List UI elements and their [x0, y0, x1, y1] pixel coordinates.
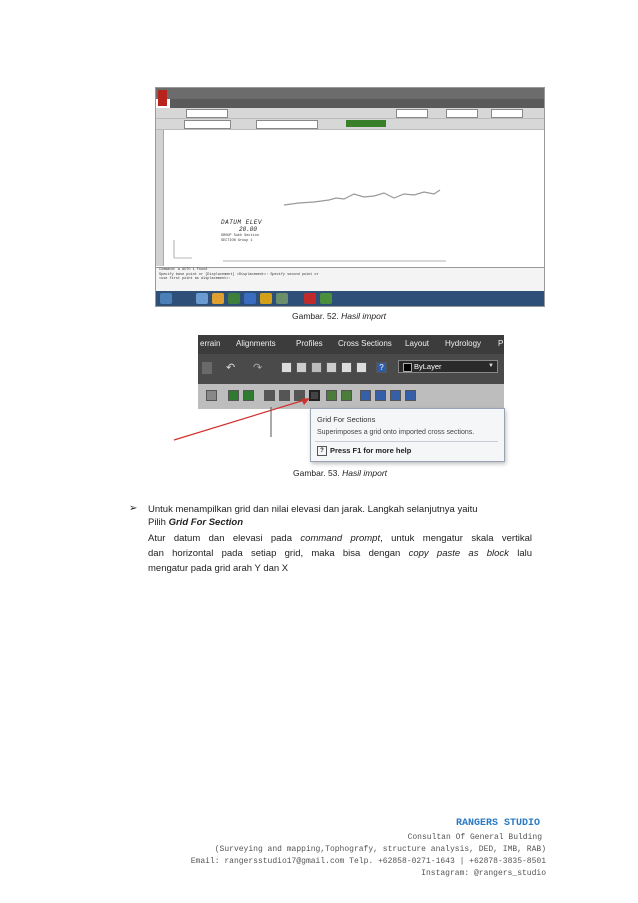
- section-tool-icon-9[interactable]: [390, 390, 401, 401]
- datum-label: DATUM ELEV: [221, 219, 263, 226]
- toolbar-row-1[interactable]: [156, 108, 544, 119]
- caption-italic: Hasil import: [342, 468, 388, 478]
- toolbar-row-2[interactable]: [156, 119, 544, 130]
- toolbar-icons-green[interactable]: [346, 120, 386, 127]
- footer-line-1: Consultan Of General Bulding: [407, 833, 542, 842]
- style-combo[interactable]: [256, 120, 318, 129]
- figure-53-caption: [293, 468, 387, 478]
- properties-icon[interactable]: [341, 362, 352, 373]
- chevron-down-icon: ▼: [488, 363, 494, 369]
- left-tool-palette[interactable]: [156, 130, 164, 266]
- command-line[interactable]: [156, 267, 544, 291]
- caption-italic: Hasil import: [341, 311, 387, 321]
- section-tool-icon-8[interactable]: [375, 390, 386, 401]
- taskbar-autocad[interactable]: [304, 293, 316, 304]
- profile-line: [284, 190, 440, 205]
- body-line-5: mengatur pada grid arah Y dan X: [148, 563, 289, 574]
- tooltip-divider: [315, 441, 498, 442]
- body-line-4-a: dan horizontal pada setiap grid, maka bisa dengan: [148, 548, 409, 559]
- group-text: GROUP Sukh Section: [221, 234, 259, 238]
- tooltip-description: Superimposes a grid onto imported cross sections.: [317, 429, 475, 436]
- windows-taskbar[interactable]: [156, 291, 544, 306]
- layer-combo-1[interactable]: [396, 109, 428, 118]
- section-tool-icon-7[interactable]: [360, 390, 371, 401]
- body-line-3: [148, 532, 532, 545]
- body-line-3-italic: command prompt: [300, 533, 381, 544]
- tab-terrain[interactable]: errain: [200, 339, 221, 348]
- tooltip-help: [317, 446, 411, 456]
- menu-bar[interactable]: [170, 99, 544, 108]
- footer-brand: RANGERS STUDIO: [455, 818, 540, 829]
- tab-profiles[interactable]: Profiles: [296, 339, 323, 348]
- drawing-canvas[interactable]: [164, 130, 544, 266]
- taskbar-app-4[interactable]: [244, 293, 256, 304]
- body-line-3-b: , untuk mengatur skala vertikal: [380, 533, 532, 544]
- taskbar-app-8[interactable]: [320, 293, 332, 304]
- taskbar-app-1[interactable]: [196, 293, 208, 304]
- drawing-svg: [164, 130, 544, 266]
- footer-line-2: (Surveying and mapping,Tophografy, structure analysis, DED, IMB, RAB): [214, 845, 546, 854]
- tooltip-help-text: Press F1 for more help: [330, 446, 412, 455]
- section-tool-icon-10[interactable]: [405, 390, 416, 401]
- workspace-combo[interactable]: [186, 109, 228, 118]
- footer-line-4: Instagram: @rangers_studio: [421, 869, 546, 878]
- back-icon[interactable]: [202, 362, 212, 374]
- body-line-4-b: lalu: [508, 548, 533, 559]
- section-tool-icon-5[interactable]: [326, 390, 337, 401]
- section-tool-icon-6[interactable]: [341, 390, 352, 401]
- layer-color-combo[interactable]: [398, 360, 498, 373]
- body-line-1: Untuk menampilkan grid dan nilai elevasi dan jarak. Langkah selanjutnya yaitu: [148, 504, 478, 515]
- section-text: SECTION Group 1: [221, 238, 253, 243]
- bullet-arrow-icon: ➢: [129, 503, 138, 514]
- figure-52-caption: [292, 311, 386, 321]
- help-icon: ?: [317, 446, 327, 456]
- command-line-1: Command: w AUTO 1 Found: [159, 268, 208, 272]
- help-icon[interactable]: ?: [376, 362, 387, 373]
- command-line-3: <use first point as displacement>:: [159, 277, 231, 281]
- elevation-value: 20.00: [239, 226, 258, 233]
- ribbon-tabs[interactable]: [198, 335, 504, 354]
- layer-combo-value: ByLayer: [414, 362, 442, 371]
- body-line-2-emphasis: Grid For Section: [168, 517, 244, 528]
- body-line-3-a: Atur datum dan elevasi pada: [148, 533, 301, 544]
- ribbon-row-1[interactable]: [198, 354, 504, 384]
- annotation-arrow: [170, 395, 320, 445]
- palette-icon[interactable]: [326, 362, 337, 373]
- start-button[interactable]: [160, 293, 172, 304]
- color-swatch-icon: [403, 363, 412, 372]
- tab-layout[interactable]: Layout: [405, 339, 430, 348]
- arrow-line: [174, 399, 308, 440]
- body-line-4: [148, 547, 532, 560]
- taskbar-app-2[interactable]: [212, 293, 224, 304]
- print-icon[interactable]: [311, 362, 322, 373]
- calculator-icon[interactable]: [356, 362, 367, 373]
- arrow-head: [301, 398, 310, 405]
- body-line-2: [148, 516, 532, 529]
- caption-prefix: Gambar. 52.: [292, 311, 339, 321]
- data-icon[interactable]: [296, 362, 307, 373]
- tab-cross-sections[interactable]: Cross Sections: [338, 339, 392, 348]
- body-line-2-prefix: Pilih: [148, 517, 169, 528]
- taskbar-app-5[interactable]: [260, 293, 272, 304]
- taskbar-app-3[interactable]: [228, 293, 240, 304]
- footer-line-3: Email: rangersstudio17@gmail.com Telp. +62858-0271-1643 | +62878-3835-8501: [190, 857, 546, 866]
- body-line-4-italic: copy paste as block: [408, 548, 509, 559]
- application-menu-button[interactable]: [158, 90, 167, 106]
- window-titlebar: [156, 88, 544, 99]
- undo-icon[interactable]: ↶: [226, 362, 236, 374]
- command-line-2: Specify base point or [Displacement] <Displacement>: Specify second point or: [159, 272, 319, 277]
- layer-combo-3[interactable]: [491, 109, 523, 118]
- tab-alignments[interactable]: Alignments: [236, 339, 276, 348]
- taskbar-app-6[interactable]: [276, 293, 288, 304]
- tab-hydrology[interactable]: Hydrology: [445, 339, 482, 348]
- redo-icon[interactable]: ↷: [253, 362, 263, 374]
- layer-combo-2[interactable]: [446, 109, 478, 118]
- layer-state-combo[interactable]: [184, 120, 231, 129]
- tooltip-title: Grid For Sections: [317, 415, 376, 424]
- caption-prefix: Gambar. 53.: [293, 468, 340, 478]
- table-icon[interactable]: [281, 362, 292, 373]
- drawing-group-text: [221, 234, 259, 243]
- autocad-screenshot: [155, 87, 545, 307]
- tab-more[interactable]: P: [498, 339, 504, 348]
- grid-for-sections-tooltip: [310, 408, 505, 462]
